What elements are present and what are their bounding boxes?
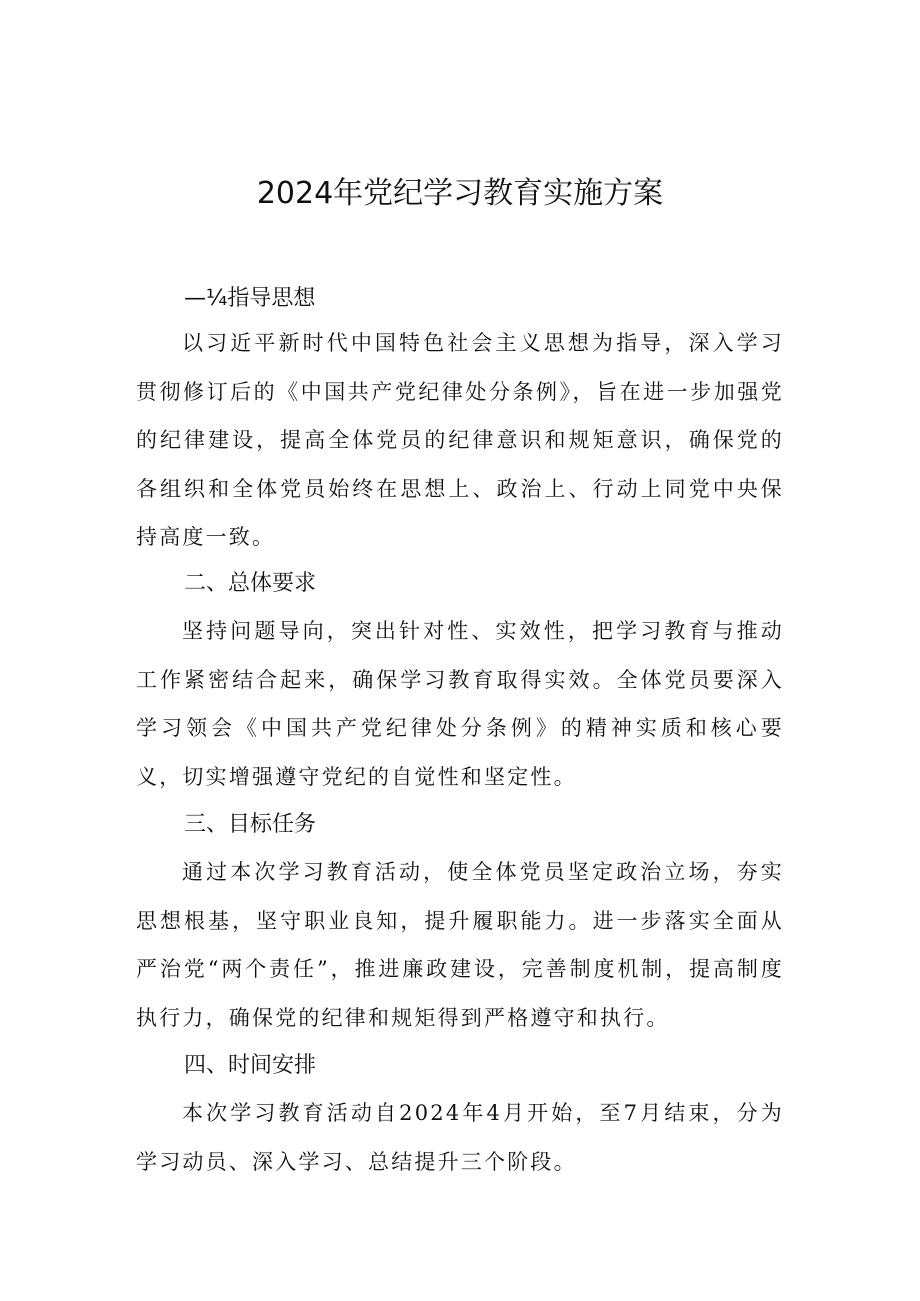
section-body-guiding-ideology: 以习近平新时代中国特色社会主义思想为指导，深入学习贯彻修订后的《中国共产党纪律处分条例》，旨在进一步加强党的纪律建设，提高全体党员的纪律意识和规矩意识，确保党的各组织和全体党员始终在思想上、政治上、行动上同党中央保持高度一致。	[136, 331, 784, 549]
section-body-schedule: 本次学习教育活动自2024年4月开始，至7月结束，分为学习动员、深入学习、总结提升三个阶段。	[136, 1101, 784, 1174]
section-body-goals-tasks: 通过本次学习教育活动，使全体党员坚定政治立场，夯实思想根基，坚守职业良知，提升履职能力。进一步落实全面从严治党“两个责任”，推进廉政建设，完善制度机制，提高制度执行力，确保党的纪律和规矩得到严格遵守和执行。	[136, 860, 784, 1030]
section-body-overall-requirements: 坚持问题导向，突出针对性、实效性，把学习教育与推动工作紧密结合起来，确保学习教育取得实效。全体党员要深入学习领会《中国共产党纪律处分条例》的精神实质和核心要义，切实增强遵守党纪的自觉性和坚定性。	[136, 619, 784, 789]
section-heading-goals-tasks: 三、目标任务	[184, 812, 317, 837]
document-title: 2024年党纪学习教育实施方案	[256, 176, 664, 211]
section-heading-schedule: 四、时间安排	[184, 1053, 317, 1078]
section-heading-guiding-ideology: —¼指导思想	[184, 286, 316, 311]
section-heading-overall-requirements: 二、总体要求	[184, 571, 317, 596]
